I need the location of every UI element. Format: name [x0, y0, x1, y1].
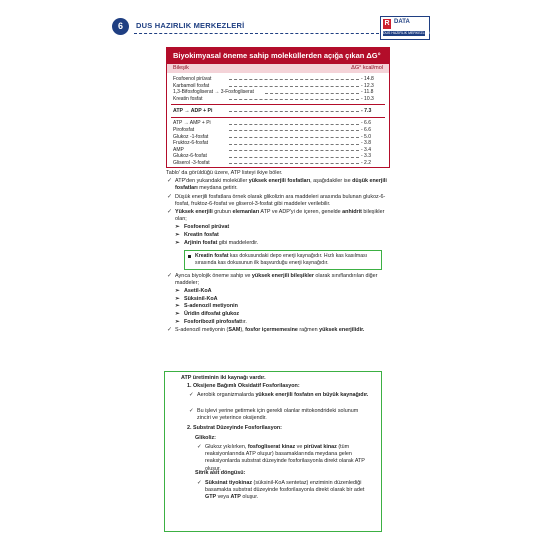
- header-divider: [134, 33, 379, 34]
- arrow-icon: ➢: [175, 232, 180, 239]
- table-row: ATP → AMP + Pi - 6.6: [173, 120, 372, 127]
- table-row: Fruktoz-6-fosfat - 3.8: [173, 140, 372, 147]
- check-icon: ✓: [167, 209, 173, 216]
- check-icon: ✓: [197, 480, 202, 486]
- logo-subtitle: DUS HAZIRLIK MERKEZLERİ: [383, 31, 431, 35]
- atp-sources-box: [164, 371, 382, 532]
- table-row: Glukoz-6-fosfat - 3.3: [173, 153, 372, 160]
- table-row: Pirofosfat - 6.6: [173, 126, 372, 133]
- bullet-item: ✓ Aerobik organizmalarda yüksek enerjili fosfatın en büyük kaynağıdır.: [189, 392, 369, 398]
- section-heading: 1. Oksijene Bağımlı Oksidatif Fosforilasyon:: [187, 383, 300, 389]
- check-icon: ✓: [167, 193, 173, 200]
- arrow-icon: ➢: [175, 303, 180, 310]
- arrow-icon: ➢: [175, 224, 180, 231]
- kreatin-note-box: Kreatin fosfat kas dokusundaki depo enerji kaynağıdır. Hızlı kas kasılması sırasında kas dokusunun ilk başvurduğu enerji kaynağıdır.: [184, 250, 382, 270]
- bullet-item: ✓ Yüksek enerjili grubun elemanları ATP ve ADP'yi de içeren, genelde anhidrit bileşikler olan;: [167, 209, 385, 223]
- table-row: Glukoz -1-fosfat - 5.0: [173, 133, 372, 140]
- table-divider: [171, 104, 385, 105]
- table-header-row: [167, 64, 389, 73]
- page-number: 6: [112, 18, 129, 35]
- table-row: Karbamoil fosfat - 12.3: [173, 82, 374, 89]
- main-content: [166, 170, 390, 335]
- column-value: ΔG° kcal/mol: [351, 65, 383, 71]
- table-row: Gliserol -3-fosfat - 2.2: [173, 159, 372, 166]
- bullet-item: ✓ Düşük enerjili fosfatlara örnek olarak glikolizin ara maddeleri arasında bulunan glukoz-6-fosfat, fruktoz-6-fosfat ve gliserol-3-fosfat gibi maddeler verilebilir.: [167, 193, 386, 207]
- bullet-item: ✓ Glukoz yıkılırken, fosfogliserat kinaz ve pirüvat kinaz (tüm reaksiyonlarında ATP oluşur) basamaklarında meydana gelen reaksiyonlarda substrat düzeyinde fosforilasyonla direkt olarak ATP oluşur.: [197, 444, 365, 472]
- table-row-highlight: ATP → ADP + Pi - 7.3: [173, 108, 372, 115]
- check-icon: ✓: [197, 444, 202, 450]
- arrow-icon: ➢: [175, 318, 180, 325]
- check-icon: ✓: [167, 326, 173, 333]
- sub-item: ➢ Süksinil-KoA: [175, 295, 218, 302]
- delta-g-table: [166, 47, 390, 168]
- publisher-logo: [380, 16, 430, 40]
- bullet-item: ✓ S-adenozil metiyonin (SAM), fosfor içermemesine rağmen yüksek enerjilidir.: [167, 326, 365, 333]
- arrow-icon: ➢: [175, 288, 180, 295]
- table-divider: [171, 117, 385, 118]
- subsection-heading: Sitrik asit döngüsü:: [195, 470, 246, 476]
- table-title: Biyokimyasal öneme sahip moleküllerden açığa çıkan ΔG°: [167, 48, 389, 64]
- bullet-item: ✓ Süksinat tiyokinaz (süksinil-KoA sentetaz) enziminin düzenlediği basamakta substrat düzeyinde fosforilasyonla direkt olarak bir adet GTP veya ATP oluşur.: [197, 480, 365, 501]
- logo-mark: R: [384, 20, 390, 27]
- logo-text: DATA: [394, 19, 410, 25]
- table-row: 1,3-Bifosfogliserat → 3-Fosfogliserat - 11.8: [173, 89, 374, 96]
- check-icon: ✓: [189, 392, 194, 398]
- sub-item: ➢ Kreatin fosfat: [175, 232, 219, 239]
- section-heading: 2. Substrat Düzeyinde Fosforilasyon:: [187, 425, 282, 431]
- check-icon: ✓: [167, 272, 173, 279]
- sub-item: ➢ Fosforibozil pirofosfattır.: [175, 318, 247, 325]
- header-title: DUS HAZIRLIK MERKEZLERİ: [136, 21, 245, 30]
- intro-text: Tablo' da görüldüğü üzere, ATP listeyi ikiye böler.: [166, 170, 283, 176]
- arrow-icon: ➢: [175, 295, 180, 302]
- sub-item: ➢ Asetil-KoA: [175, 288, 212, 295]
- table-row: AMP - 3.4: [173, 146, 372, 153]
- table-row: Kreatin fosfat - 10.3: [173, 95, 374, 102]
- bullet-item: ✓ Bu işlevi yerine getirmek için gerekli olanlar mitokondrideki solunum zinciri ve yeterince oksijendir.: [189, 408, 359, 422]
- sub-item: ➢ Üridin difosfat glukoz: [175, 311, 240, 318]
- table-row: Fosfoenol pirüvat - 14.8: [173, 76, 374, 82]
- sub-item: ➢ S-adenozil metiyonin: [175, 303, 238, 310]
- subsection-heading: Glikoliz:: [195, 435, 216, 441]
- check-icon: ✓: [189, 408, 194, 414]
- page-header: [112, 16, 432, 38]
- bullet-item: ✓ Ayrıca biyolojik öneme sahip ve yüksek enerjili bileşikler olarak sınıflandırılan diğer maddeler;: [167, 272, 378, 286]
- column-compound: Bileşik: [173, 65, 189, 71]
- check-icon: ✓: [167, 178, 173, 185]
- arrow-icon: ➢: [175, 239, 180, 246]
- atp-box-title: ATP üretiminin iki kaynağı vardır.: [181, 375, 266, 381]
- sub-item: ➢ Fosfoenol pirüvat: [175, 224, 230, 231]
- bullet-item: ✓ ATP'den yukarıdaki moleküller yüksek enerjili fosfatları, aşağıdakiler ise düşük enerjili fosfatları meydana getirir.: [167, 178, 387, 192]
- square-bullet-icon: [188, 255, 191, 258]
- sub-item: ➢ Arjinin fosfat gibi maddelerdir.: [175, 239, 259, 246]
- arrow-icon: ➢: [175, 311, 180, 318]
